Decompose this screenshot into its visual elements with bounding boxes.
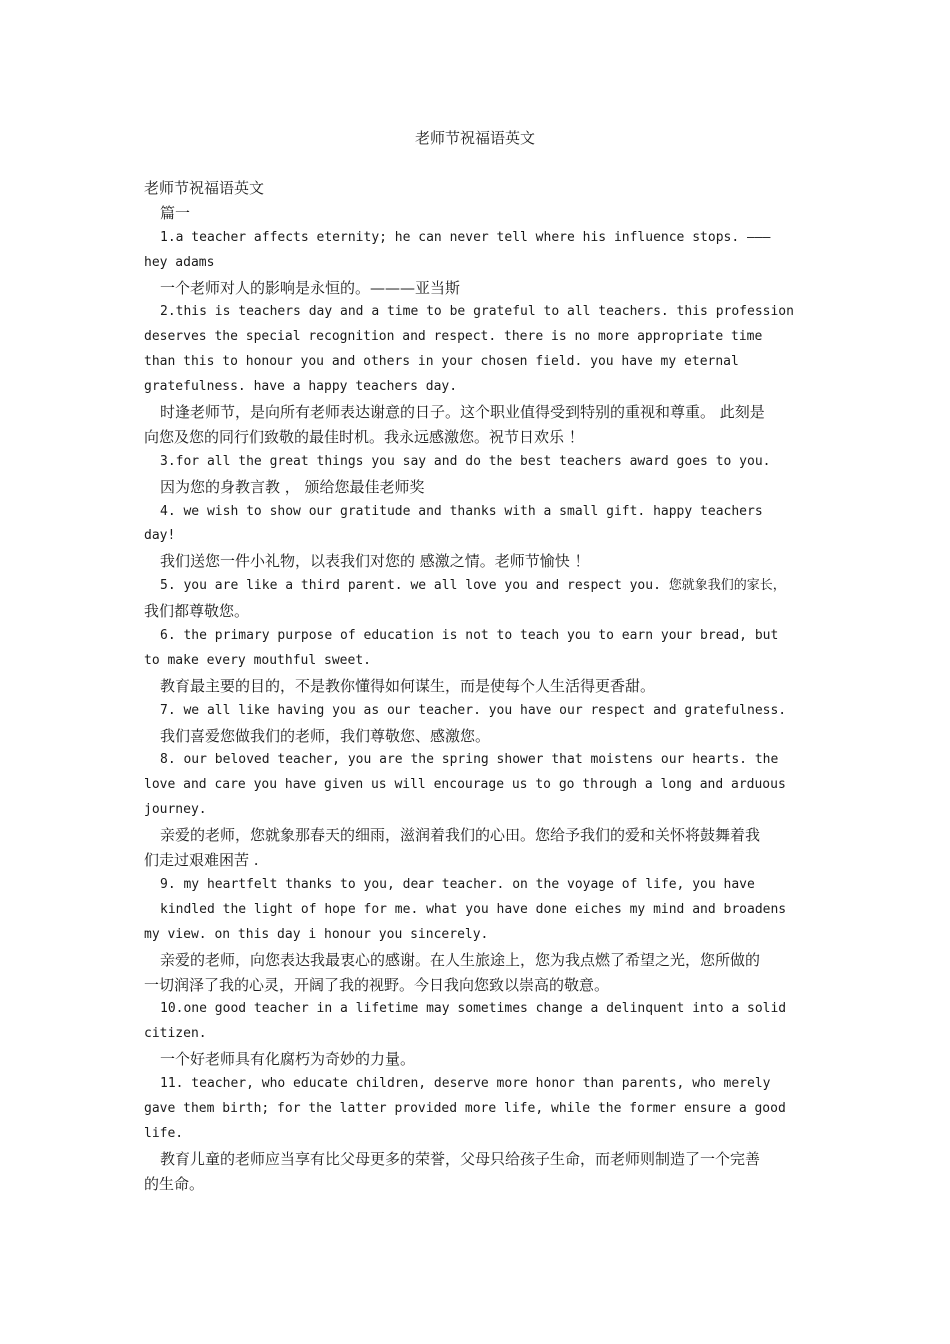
text-line: 8. our beloved teacher, you are the spring shower that moistens our hearts. the [160, 752, 779, 768]
text-line: 一个好老师具有化腐朽为奇妙的力量。 [160, 1050, 416, 1069]
document-title: 老师节祝福语英文 [414, 129, 535, 147]
text-line: 6. the primary purpose of education is not to teach you to earn your bread, but [160, 628, 779, 644]
text-line: 们走过艰难困苦 . [144, 851, 259, 870]
text-line: 亲爱的老师，向您表达我最衷心的感谢。在人生旅途上，您为我点燃了希望之光，您所做的 [160, 950, 761, 969]
text-line: citizen. [144, 1026, 207, 1042]
text-line: 的生命。 [144, 1174, 205, 1193]
text-line: journey. [144, 802, 207, 818]
text-line: 时逢老师节，是向所有老师表达谢意的日子。这个职业值得受到特别的重视和尊重。 此刻是 [160, 403, 765, 422]
text-line: 篇一 [160, 203, 191, 222]
text-line: 因为您的身教言教 ， 颁给您最佳老师奖 [160, 477, 425, 496]
text-line: life. [144, 1125, 184, 1141]
text-line: 我们喜爱您做我们的老师，我们尊敬您、感激您。 [160, 726, 491, 745]
text-line: 亲爱的老师，您就象那春天的细雨，滋润着我们的心田。您给予我们的爱和关怀将鼓舞着我 [160, 826, 761, 845]
text-line: day! [144, 528, 176, 544]
text-line: 4. we wish to show our gratitude and thanks with a small gift. happy teachers [160, 503, 763, 519]
text-line: deserves the special recognition and respect. there is no more appropriate time [144, 329, 763, 345]
text-line: love and care you have given us will encourage us to go through a long and arduous [144, 777, 786, 793]
text-line: to make every mouthful sweet. [144, 652, 371, 668]
text-line: 一切润泽了我的心灵，开阔了我的视野。今日我向您致以崇高的敬意。 [144, 975, 610, 994]
text-line: gave them birth; for the latter provided more life, while the former ensure a good [144, 1100, 786, 1116]
text-line: 2.this is teachers day and a time to be grateful to all teachers. this profession [160, 304, 794, 320]
text-line: gratefulness. have a happy teachers day. [144, 379, 458, 395]
text-line: 10.one good teacher in a lifetime may sometimes change a delinquent into a solid [160, 1001, 787, 1017]
text-line: 我们都尊敬您。 [144, 602, 250, 621]
text-line: than this to honour you and others in your chosen field. you have my eternal [144, 354, 739, 370]
text-line: 7. we all like having you as our teacher. you have our respect and gratefulness. [160, 702, 787, 718]
text-line: 3.for all the great things you say and do the best teachers award goes to you. [160, 453, 771, 469]
text-line: 9. my heartfelt thanks to you, dear teacher. on the voyage of life, you have [160, 876, 755, 892]
text-line: kindled the light of hope for me. what you have done eiches my mind and broadens [160, 901, 787, 917]
text-line: 老师节祝福语英文 [144, 179, 265, 197]
document-body [144, 176, 824, 1197]
text-line: 向您及您的同行们致敬的最佳时机。我永远感激您。祝节日欢乐 ！ [144, 427, 584, 446]
text-line: 1.a teacher affects eternity; he can never tell where his influence stops. ——— [160, 229, 771, 245]
text-line: hey adams [144, 254, 215, 270]
text-line: 教育最主要的目的，不是教你懂得如何谋生，而是使每个人生活得更香甜。 [160, 676, 656, 695]
text-line: my view. on this day i honour you sincerely. [144, 926, 489, 942]
text-line: 11. teacher, who educate children, deserve more honor than parents, who merely [160, 1076, 771, 1092]
text-line: 教育儿童的老师应当享有比父母更多的荣誉，父母只给孩子生命，而老师则制造了一个完善 [160, 1149, 761, 1168]
text-line: 5. you are like a third parent. we all love you and respect you. 您就象我们的家长， [160, 578, 786, 594]
text-line: 一个老师对人的影响是永恒的。———亚当斯 [160, 278, 461, 297]
text-line: 我们送您一件小礼物，以表我们对您的 感激之情。老师节愉快 ！ [160, 552, 590, 571]
